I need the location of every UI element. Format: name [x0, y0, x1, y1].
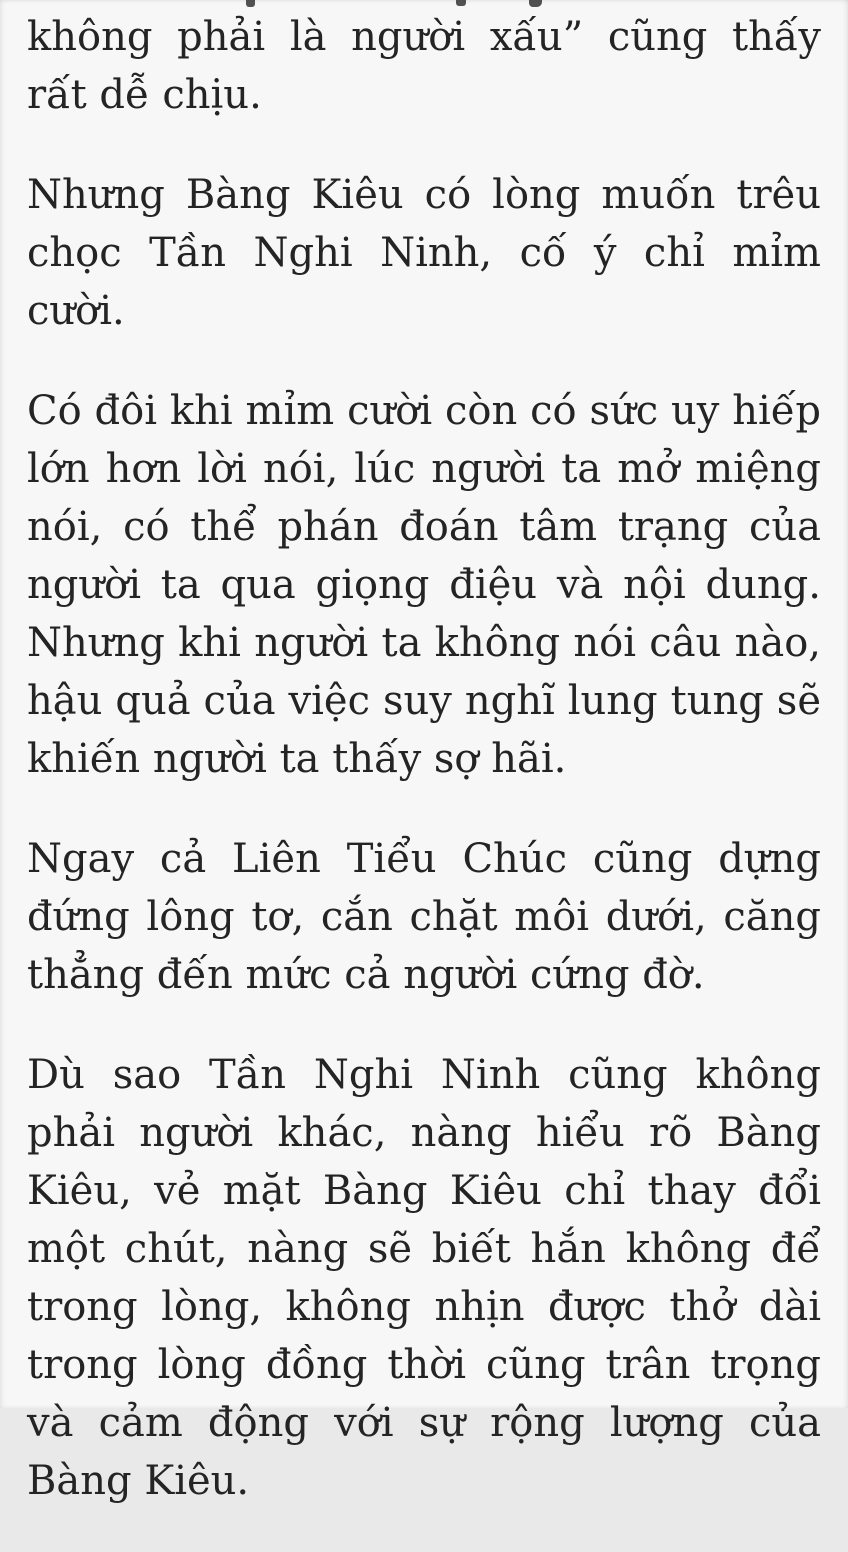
- paragraph-5: Dù sao Tần Nghi Ninh cũng không phải người khác, nàng hiểu rõ Bàng Kiêu, vẻ mặt Bàng Kiêu chỉ thay đổi một chút, nàng sẽ biết hắn không để trong lòng, không nhịn được thở dài trong lòng đồng thời cũng trân trọng và cảm động với sự rộng lượng của Bàng Kiêu.: [27, 1052, 821, 1504]
- paragraph-4: Ngay cả Liên Tiểu Chúc cũng dựng đứng lông tơ, cắn chặt môi dưới, căng thẳng đến mức cả người cứng đờ.: [27, 836, 821, 998]
- body-text: [27, 8, 821, 1552]
- clipped-previous-line: [0, 0, 848, 8]
- descender-tip: [529, 0, 542, 7]
- descender-tip: [246, 0, 255, 7]
- paragraph-1: không phải là người xấu” cũng thấy rất dễ chịu.: [27, 14, 821, 118]
- descender-tip: [456, 0, 466, 6]
- paragraph-3: Có đôi khi mỉm cười còn có sức uy hiếp lớn hơn lời nói, lúc người ta mở miệng nói, có thể phán đoán tâm trạng của người ta qua giọng điệu và nội dung. Nhưng khi người ta không nói câu nào, hậu quả của việc suy nghĩ lung tung sẽ khiến người ta thấy sợ hãi.: [27, 388, 821, 782]
- paragraph-2: Nhưng Bàng Kiêu có lòng muốn trêu chọc Tần Nghi Ninh, cố ý chỉ mỉm cười.: [27, 172, 821, 334]
